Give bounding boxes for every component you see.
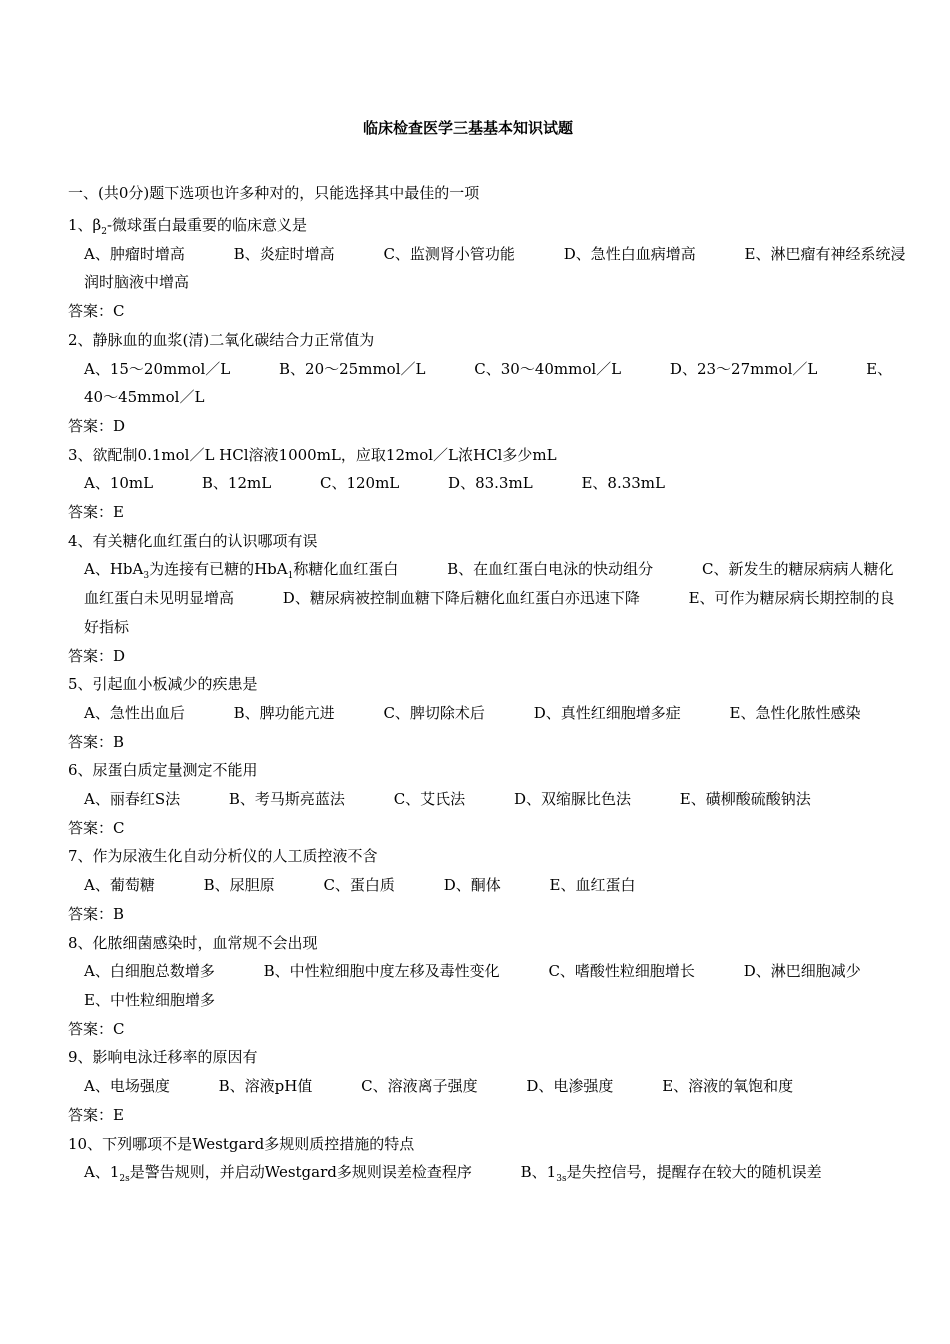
option-c: C、溶液离子强度	[361, 1077, 478, 1096]
option-a: A、白细胞总数增多	[84, 962, 215, 981]
option-b: B、20～25mmol／L	[279, 359, 426, 378]
option-b: B、$1_{3s}$是失控信号，提醒存在较大的随机误差	[520, 1163, 822, 1185]
document-title: 临床检查医学三基基本知识试题	[362, 119, 573, 137]
question-stem: 2、静脉血的血浆(清)二氧化碳结合力正常值为	[68, 330, 375, 349]
option-a: A、10mL	[84, 474, 154, 493]
question-options	[68, 355, 908, 412]
question-options	[68, 240, 908, 297]
option-d: D、真性红细胞增多症	[533, 703, 681, 722]
answer: 答案：E	[68, 503, 124, 522]
answer: 答案：C	[68, 818, 125, 837]
question-options	[68, 555, 908, 641]
option-b: B、中性粒细胞中度左移及毒性变化	[263, 962, 500, 981]
answer: 答案：C	[68, 302, 125, 321]
question-stem: 5、引起血小板减少的疾患是	[68, 675, 258, 694]
option-c: C、蛋白质	[323, 876, 395, 895]
question-stem: 10、下列哪项不是Westgard多规则质控措施的特点	[68, 1134, 415, 1153]
question-10	[68, 1130, 908, 1187]
option-e: E、中性粒细胞增多	[84, 990, 215, 1009]
option-d: D、酮体	[443, 876, 501, 895]
question-stem: 1、$\beta_2-$微球蛋白最重要的临床意义是	[68, 216, 308, 237]
question-options	[68, 871, 908, 900]
question-5	[68, 670, 908, 756]
question-stem: 7、作为尿液生化自动分析仪的人工质控液不含	[68, 847, 378, 866]
section-heading: 一、(共0分)题下选项也许多种对的，只能选择其中最佳的一项	[68, 184, 480, 202]
option-e: E、血红蛋白	[549, 876, 636, 895]
option-c: C、嗜酸性粒细胞增长	[548, 962, 695, 981]
option-c: C、监测肾小管功能	[383, 244, 515, 263]
answer: 答案：C	[68, 1019, 125, 1038]
question-9	[68, 1043, 908, 1129]
option-b: B、炎症时增高	[233, 244, 335, 263]
option-a: A、丽春红S法	[84, 790, 181, 809]
option-a: A、$1_{2s}$是警告规则，并启动Westgard多规则误差检查程序	[84, 1163, 472, 1185]
option-e: E、可作为糖尿病长期控制的良好指标	[84, 589, 895, 636]
question-options	[68, 785, 908, 814]
option-c: C、120mL	[319, 474, 400, 493]
option-c: C、新发生的糖尿病病人糖化血红蛋白未见明显增高	[84, 560, 894, 608]
option-a: A、HbA$_3$为连接有已糖的HbA$_1$称糖化血红蛋白	[84, 560, 399, 582]
option-d: D、双缩脲比色法	[513, 790, 631, 809]
option-c: C、30～40mmol／L	[474, 359, 622, 378]
question-list	[68, 211, 908, 1187]
option-c: C、脾切除术后	[383, 703, 485, 722]
option-b: B、12mL	[201, 474, 272, 493]
question-options	[68, 469, 908, 498]
answer: 答案：D	[68, 646, 126, 665]
question-options	[68, 699, 908, 728]
option-b: B、溶液pH值	[218, 1077, 313, 1096]
question-options	[68, 1072, 908, 1101]
option-a: A、肿瘤时增高	[84, 244, 185, 263]
option-d: D、电渗强度	[526, 1077, 614, 1096]
question-stem: 9、影响电泳迁移率的原因有	[68, 1048, 258, 1067]
option-e: E、急性化脓性感染	[729, 703, 861, 722]
question-6	[68, 756, 908, 842]
option-e: E、40～45mmol／L	[84, 359, 893, 407]
option-a: A、15～20mmol／L	[84, 359, 231, 378]
question-8	[68, 929, 908, 1044]
question-options	[68, 1158, 908, 1187]
question-3	[68, 441, 908, 527]
option-e: E、磺柳酸硫酸钠法	[679, 790, 811, 809]
option-b: B、在血红蛋白电泳的快动组分	[447, 560, 654, 579]
option-d: D、急性白血病增高	[563, 244, 696, 263]
option-b: B、尿胆原	[203, 876, 275, 895]
option-e: E、淋巴瘤有神经系统浸润时脑液中增高	[84, 244, 906, 292]
question-stem: 4、有关糖化血红蛋白的认识哪项有误	[68, 531, 318, 550]
answer: 答案：B	[68, 732, 125, 751]
question-stem: 8、化脓细菌感染时，血常规不会出现	[68, 933, 318, 952]
question-1	[68, 211, 908, 326]
option-b: B、考马斯亮蓝法	[228, 790, 345, 809]
option-c: C、艾氏法	[393, 790, 466, 809]
option-a: A、急性出血后	[84, 703, 185, 722]
question-4	[68, 527, 908, 671]
question-2	[68, 326, 908, 441]
answer: 答案：E	[68, 1105, 124, 1124]
option-e: E、溶液的氧饱和度	[662, 1077, 794, 1096]
option-a: A、电场强度	[84, 1077, 170, 1096]
option-e: E、8.33mL	[581, 474, 665, 493]
question-stem: 6、尿蛋白质定量测定不能用	[68, 761, 258, 780]
question-7	[68, 842, 908, 928]
question-stem: 3、欲配制0.1mol／L HCl溶液1000mL，应取12mol／L浓HCl多少mL	[68, 445, 557, 464]
option-b: B、脾功能亢进	[233, 703, 335, 722]
option-d: D、淋巴细胞减少	[743, 962, 861, 981]
option-d: D、83.3mL	[448, 474, 533, 493]
option-d: D、糖尿病被控制血糖下降后糖化血红蛋白亦迅速下降	[282, 589, 640, 608]
option-a: A、葡萄糖	[84, 876, 155, 895]
option-d: D、23～27mmol／L	[669, 359, 818, 378]
answer: 答案：D	[68, 416, 126, 435]
answer: 答案：B	[68, 904, 125, 923]
question-options	[68, 957, 908, 1014]
